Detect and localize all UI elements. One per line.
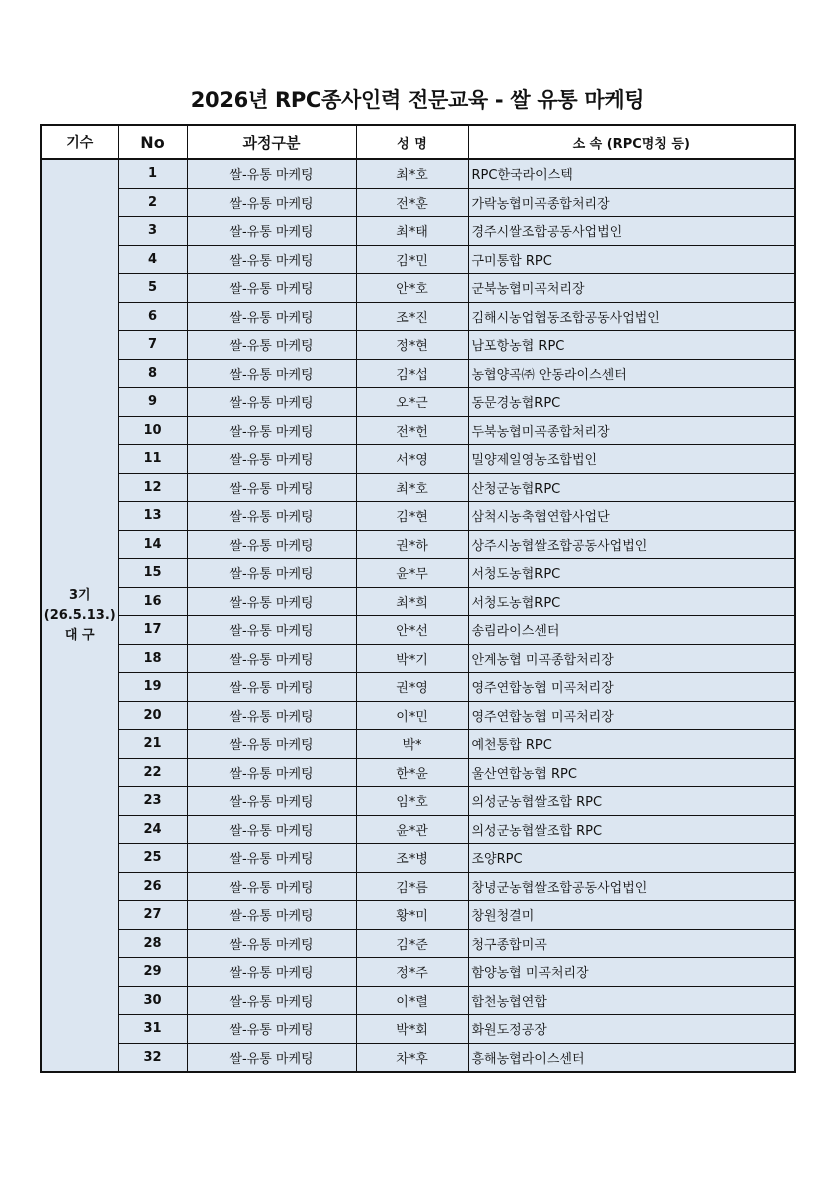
table-row [41, 787, 795, 816]
row-participant-name: 조*병 [356, 844, 468, 873]
row-affiliation: 의성군농협쌀조합 RPC [468, 787, 795, 816]
row-number: 7 [118, 331, 187, 360]
row-course: 쌀-유통 마케팅 [187, 815, 356, 844]
row-number: 1 [118, 159, 187, 188]
table-row [41, 388, 795, 417]
row-participant-name: 김*섭 [356, 359, 468, 388]
row-participant-name: 정*주 [356, 958, 468, 987]
row-affiliation: 밀양제일영농조합법인 [468, 445, 795, 474]
row-affiliation: 산청군농협RPC [468, 473, 795, 502]
row-number: 29 [118, 958, 187, 987]
row-affiliation: 청구종합미곡 [468, 929, 795, 958]
row-number: 6 [118, 302, 187, 331]
row-course: 쌀-유통 마케팅 [187, 1043, 356, 1072]
row-course: 쌀-유통 마케팅 [187, 1015, 356, 1044]
table-row [41, 530, 795, 559]
row-number: 28 [118, 929, 187, 958]
row-course: 쌀-유통 마케팅 [187, 502, 356, 531]
row-number: 21 [118, 730, 187, 759]
column-header-cohort: 기수 [41, 125, 118, 159]
row-affiliation: 함양농협 미곡처리장 [468, 958, 795, 987]
row-participant-name: 이*민 [356, 701, 468, 730]
table-row [41, 958, 795, 987]
row-affiliation: 동문경농협RPC [468, 388, 795, 417]
row-participant-name: 권*영 [356, 673, 468, 702]
row-affiliation: 농협양곡㈜ 안동라이스센터 [468, 359, 795, 388]
table-row [41, 644, 795, 673]
row-course: 쌀-유통 마케팅 [187, 559, 356, 588]
table-row [41, 473, 795, 502]
participant-roster-table [40, 124, 796, 1073]
row-affiliation: 군북농협미곡처리장 [468, 274, 795, 303]
row-number: 13 [118, 502, 187, 531]
row-course: 쌀-유통 마케팅 [187, 530, 356, 559]
row-affiliation: 예천통합 RPC [468, 730, 795, 759]
row-participant-name: 박*기 [356, 644, 468, 673]
row-course: 쌀-유통 마케팅 [187, 331, 356, 360]
row-participant-name: 차*후 [356, 1043, 468, 1072]
table-row [41, 730, 795, 759]
row-affiliation: 영주연합농협 미곡처리장 [468, 701, 795, 730]
row-participant-name: 김*름 [356, 872, 468, 901]
row-participant-name: 서*영 [356, 445, 468, 474]
row-participant-name: 조*진 [356, 302, 468, 331]
row-participant-name: 오*근 [356, 388, 468, 417]
row-number: 2 [118, 188, 187, 217]
row-participant-name: 권*하 [356, 530, 468, 559]
column-header-affiliation: 소 속 (RPC명칭 등) [468, 125, 795, 159]
row-number: 9 [118, 388, 187, 417]
row-number: 11 [118, 445, 187, 474]
row-participant-name: 윤*관 [356, 815, 468, 844]
row-number: 24 [118, 815, 187, 844]
row-participant-name: 안*선 [356, 616, 468, 645]
table-row [41, 616, 795, 645]
cohort-line1: 3기 [68, 587, 91, 603]
table-row [41, 901, 795, 930]
row-number: 23 [118, 787, 187, 816]
row-course: 쌀-유통 마케팅 [187, 730, 356, 759]
row-course: 쌀-유통 마케팅 [187, 245, 356, 274]
row-participant-name: 정*현 [356, 331, 468, 360]
table-header-row [41, 125, 795, 159]
row-course: 쌀-유통 마케팅 [187, 901, 356, 930]
row-participant-name: 박*회 [356, 1015, 468, 1044]
row-number: 32 [118, 1043, 187, 1072]
row-course: 쌀-유통 마케팅 [187, 758, 356, 787]
row-number: 10 [118, 416, 187, 445]
row-affiliation: 김해시농업협동조합공동사업법인 [468, 302, 795, 331]
row-course: 쌀-유통 마케팅 [187, 872, 356, 901]
table-row [41, 587, 795, 616]
table-row [41, 502, 795, 531]
row-number: 22 [118, 758, 187, 787]
row-number: 25 [118, 844, 187, 873]
row-number: 12 [118, 473, 187, 502]
row-number: 15 [118, 559, 187, 588]
row-participant-name: 김*준 [356, 929, 468, 958]
table-row [41, 245, 795, 274]
cohort-line3: 대 구 [64, 627, 95, 643]
row-affiliation: 서청도농협RPC [468, 587, 795, 616]
row-number: 16 [118, 587, 187, 616]
row-affiliation: 의성군농협쌀조합 RPC [468, 815, 795, 844]
row-course: 쌀-유통 마케팅 [187, 616, 356, 645]
row-participant-name: 한*윤 [356, 758, 468, 787]
row-affiliation: 조양RPC [468, 844, 795, 873]
table-row [41, 159, 795, 188]
row-number: 3 [118, 217, 187, 246]
table-row [41, 844, 795, 873]
row-number: 8 [118, 359, 187, 388]
cohort-line2: (26.5.13.) [43, 607, 116, 623]
row-course: 쌀-유통 마케팅 [187, 416, 356, 445]
row-affiliation: 창녕군농협쌀조합공동사업법인 [468, 872, 795, 901]
row-participant-name: 전*헌 [356, 416, 468, 445]
row-number: 31 [118, 1015, 187, 1044]
table-body [41, 159, 795, 1072]
table-row [41, 1043, 795, 1072]
table-row [41, 929, 795, 958]
row-course: 쌀-유통 마케팅 [187, 958, 356, 987]
table-row [41, 331, 795, 360]
row-course: 쌀-유통 마케팅 [187, 844, 356, 873]
row-number: 4 [118, 245, 187, 274]
row-course: 쌀-유통 마케팅 [187, 673, 356, 702]
table-row [41, 872, 795, 901]
row-affiliation: 두북농협미곡종합처리장 [468, 416, 795, 445]
row-participant-name: 임*호 [356, 787, 468, 816]
row-course: 쌀-유통 마케팅 [187, 787, 356, 816]
column-header-course: 과정구분 [187, 125, 356, 159]
row-course: 쌀-유통 마케팅 [187, 274, 356, 303]
table-row [41, 1015, 795, 1044]
table-row [41, 302, 795, 331]
row-affiliation: 구미통합 RPC [468, 245, 795, 274]
row-participant-name: 박* [356, 730, 468, 759]
row-participant-name: 윤*무 [356, 559, 468, 588]
table-row [41, 188, 795, 217]
row-course: 쌀-유통 마케팅 [187, 473, 356, 502]
row-number: 14 [118, 530, 187, 559]
row-affiliation: 울산연합농협 RPC [468, 758, 795, 787]
row-course: 쌀-유통 마케팅 [187, 587, 356, 616]
row-course: 쌀-유통 마케팅 [187, 986, 356, 1015]
row-number: 27 [118, 901, 187, 930]
document-title: 2026년 RPC종사인력 전문교육 - 쌀 유통 마케팅 [190, 88, 645, 112]
row-affiliation: 합천농협연합 [468, 986, 795, 1015]
table-row [41, 445, 795, 474]
row-participant-name: 김*현 [356, 502, 468, 531]
row-affiliation: 영주연합농협 미곡처리장 [468, 673, 795, 702]
row-course: 쌀-유통 마케팅 [187, 302, 356, 331]
table-row [41, 274, 795, 303]
row-course: 쌀-유통 마케팅 [187, 929, 356, 958]
cohort-cell [41, 159, 118, 1072]
row-affiliation: 경주시쌀조합공동사업법인 [468, 217, 795, 246]
row-number: 20 [118, 701, 187, 730]
row-number: 17 [118, 616, 187, 645]
row-participant-name: 최*태 [356, 217, 468, 246]
row-affiliation: RPC한국라이스텍 [468, 159, 795, 188]
row-affiliation: 상주시농협쌀조합공동사업법인 [468, 530, 795, 559]
table-row [41, 758, 795, 787]
row-course: 쌀-유통 마케팅 [187, 388, 356, 417]
row-number: 19 [118, 673, 187, 702]
row-affiliation: 안계농협 미곡종합처리장 [468, 644, 795, 673]
table-row [41, 359, 795, 388]
row-participant-name: 이*렬 [356, 986, 468, 1015]
table-row [41, 559, 795, 588]
row-course: 쌀-유통 마케팅 [187, 701, 356, 730]
row-affiliation: 서청도농협RPC [468, 559, 795, 588]
row-participant-name: 황*미 [356, 901, 468, 930]
row-number: 30 [118, 986, 187, 1015]
row-number: 26 [118, 872, 187, 901]
table-row [41, 701, 795, 730]
table-row [41, 217, 795, 246]
row-participant-name: 최*희 [356, 587, 468, 616]
row-affiliation: 가락농협미곡종합처리장 [468, 188, 795, 217]
row-affiliation: 화원도정공장 [468, 1015, 795, 1044]
row-participant-name: 최*호 [356, 473, 468, 502]
column-header-no: No [118, 125, 187, 159]
row-course: 쌀-유통 마케팅 [187, 644, 356, 673]
row-participant-name: 안*호 [356, 274, 468, 303]
row-participant-name: 최*호 [356, 159, 468, 188]
table-row [41, 986, 795, 1015]
row-participant-name: 전*훈 [356, 188, 468, 217]
row-course: 쌀-유통 마케팅 [187, 445, 356, 474]
row-course: 쌀-유통 마케팅 [187, 217, 356, 246]
table-row [41, 815, 795, 844]
row-affiliation: 삼척시농축협연합사업단 [468, 502, 795, 531]
row-affiliation: 흥해농협라이스센터 [468, 1043, 795, 1072]
row-course: 쌀-유통 마케팅 [187, 188, 356, 217]
row-affiliation: 송림라이스센터 [468, 616, 795, 645]
row-course: 쌀-유통 마케팅 [187, 359, 356, 388]
row-course: 쌀-유통 마케팅 [187, 159, 356, 188]
row-participant-name: 김*민 [356, 245, 468, 274]
row-number: 18 [118, 644, 187, 673]
table-row [41, 673, 795, 702]
row-number: 5 [118, 274, 187, 303]
row-affiliation: 창원청결미 [468, 901, 795, 930]
row-affiliation: 남포항농협 RPC [468, 331, 795, 360]
column-header-name: 성 명 [356, 125, 468, 159]
table-row [41, 416, 795, 445]
